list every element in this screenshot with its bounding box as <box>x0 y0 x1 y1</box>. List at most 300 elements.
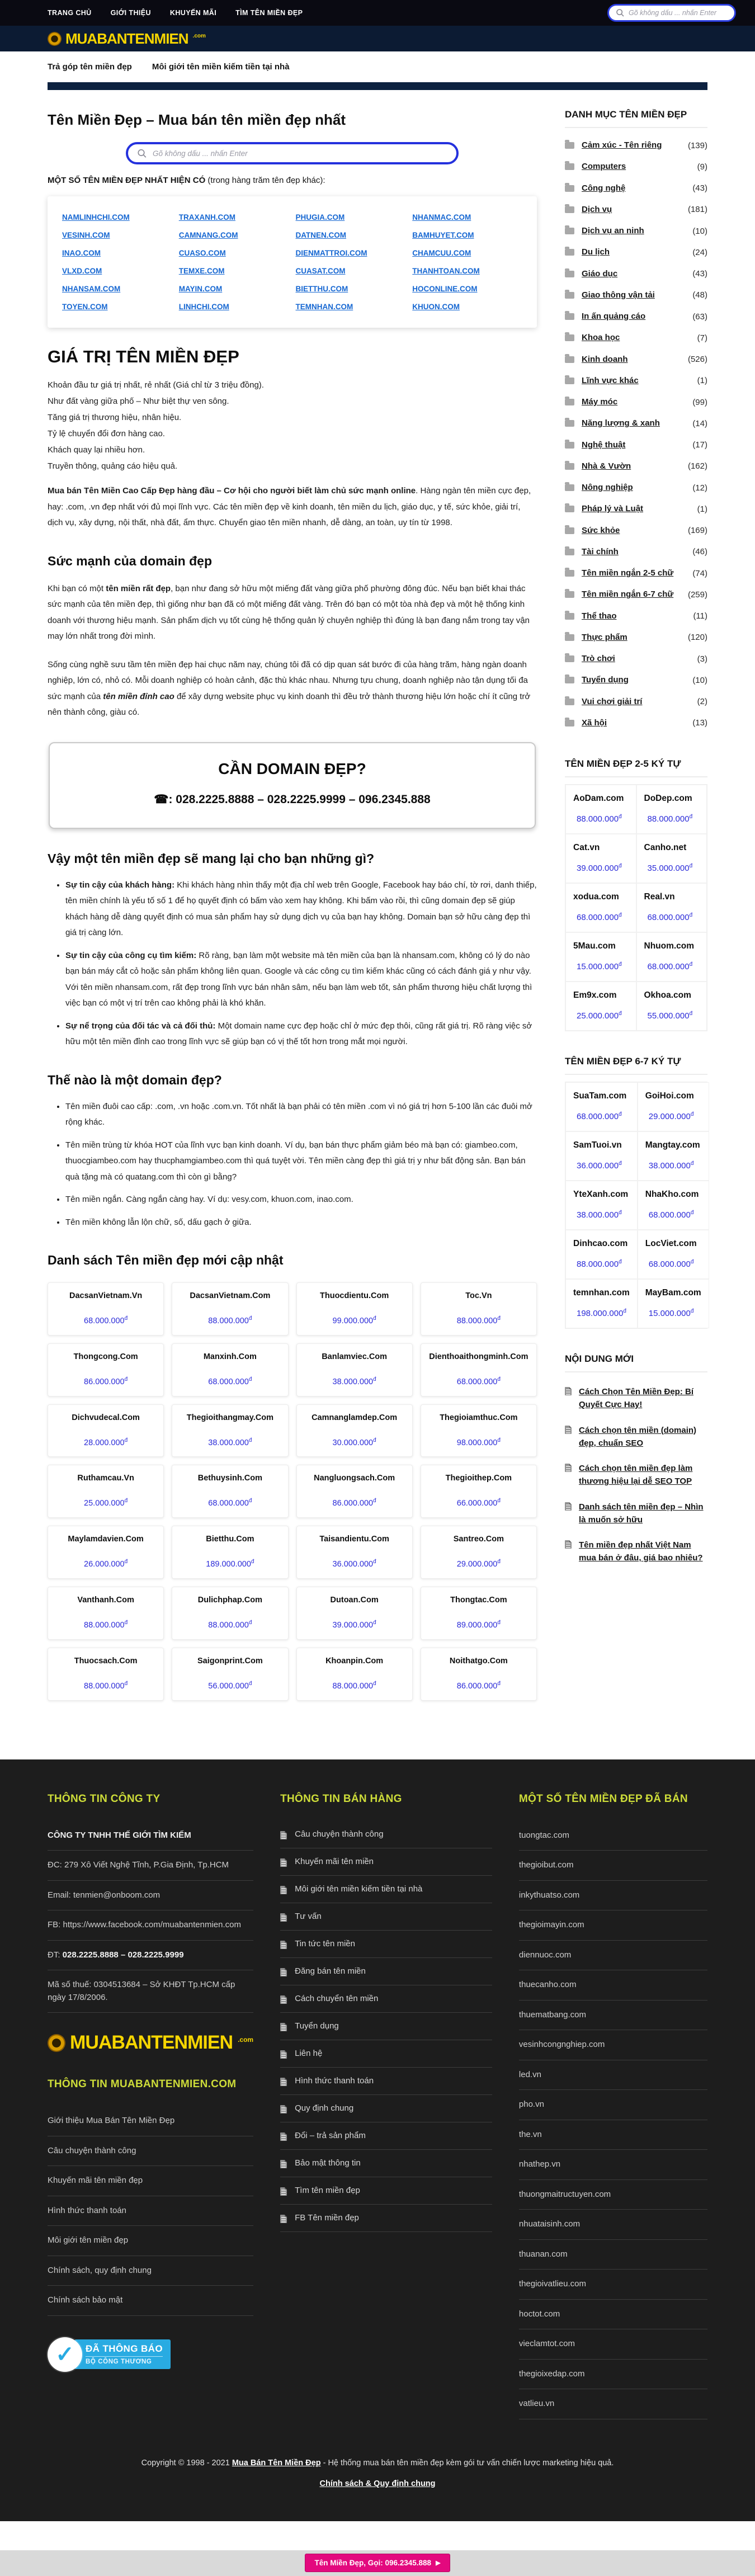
site-logo[interactable] <box>48 30 206 48</box>
category-count: (120) <box>687 633 707 643</box>
price-cell-name: temnhan.com <box>573 1288 630 1298</box>
price-cell[interactable] <box>638 1181 709 1230</box>
price-cell-name: GoiHoi.com <box>645 1091 694 1101</box>
need-domain-phones: ☎: 028.2225.8888 – 028.2225.9999 – 096.2345.888 <box>154 792 431 806</box>
featured-domain-link[interactable]: HOCONLINE.COM <box>412 285 478 293</box>
arrow-icon: ▶ <box>436 2560 441 2567</box>
folder-icon <box>565 313 574 320</box>
value-line: Như đất vàng giữa phố – Như biệt thự ven sông. <box>48 397 229 406</box>
domain-card-name: Nangluongsach.Com <box>314 1474 395 1483</box>
news-item <box>565 1532 707 1571</box>
top-nav-link[interactable]: TÌM TÊN MIỀN ĐẸP <box>235 9 303 17</box>
category-link[interactable]: Nông nghiệp <box>582 483 633 492</box>
category-count: (12) <box>692 483 707 493</box>
footer-sales-link[interactable]: Tin tức tên miền <box>295 1939 355 1949</box>
news-link[interactable]: Danh sách tên miền đẹp – Nhìn là muốn sở hữu <box>579 1502 704 1525</box>
category-link[interactable]: Lĩnh vực khác <box>582 375 639 385</box>
footer-sales-link[interactable]: FB Tên miền đẹp <box>295 2213 359 2223</box>
footer-sales-link-row <box>280 1985 492 2013</box>
category-link[interactable]: Sức khỏe <box>582 525 620 535</box>
featured-note-rest: (trong hàng trăm tên đẹp khác): <box>205 176 325 185</box>
category-link[interactable]: Du lịch <box>582 247 610 257</box>
footer-sales-link[interactable]: Cách chuyển tên miền <box>295 1994 379 2004</box>
news-item <box>565 1418 707 1456</box>
domain-card[interactable] <box>421 1282 537 1336</box>
value-line: Khách quay lại nhiều hơn. <box>48 445 145 455</box>
footer-site-link-row <box>48 2136 253 2167</box>
category-link[interactable]: Vui chơi giải trí <box>582 696 643 706</box>
badge-body <box>74 2339 171 2369</box>
price-cell-price: $25.000.000^đ$ <box>577 1011 622 1021</box>
footer <box>0 1759 755 2521</box>
value-line: Khoản đầu tư giá trị nhất, rẻ nhất (Giá chỉ từ 3 triệu đồng). <box>48 380 264 390</box>
copyright-link[interactable]: Mua Bán Tên Miền Đẹp <box>232 2458 321 2468</box>
top-search-input[interactable] <box>629 9 728 17</box>
domain-card[interactable] <box>48 1404 164 1457</box>
category-count: (259) <box>687 589 707 600</box>
bottom-white-strip <box>0 2521 755 2550</box>
benefit-lead: Sự tin cậy của khách hàng: <box>65 880 175 890</box>
category-count: (1) <box>697 376 707 386</box>
domain-card[interactable] <box>48 1343 164 1396</box>
price-cell-price: $55.000.000^đ$ <box>647 1011 693 1021</box>
domain-card[interactable] <box>48 1648 164 1701</box>
category-row <box>565 327 707 348</box>
domain-card[interactable] <box>421 1465 537 1518</box>
price-cell-price: $15.000.000^đ$ <box>648 1308 694 1318</box>
price-cell-price: $39.000.000^đ$ <box>577 863 622 873</box>
domain-card[interactable] <box>48 1282 164 1336</box>
domain-card-price: $66.000.000^đ$ <box>456 1498 501 1508</box>
featured-domain-link[interactable]: INAO.COM <box>62 249 101 257</box>
footer-site-link[interactable]: Hình thức thanh toán <box>48 2205 126 2215</box>
top-nav-link[interactable]: TRANG CHỦ <box>48 9 92 17</box>
footer-sales-link[interactable]: Quy định chung <box>295 2103 354 2113</box>
featured-domain-link[interactable]: DATNEN.COM <box>295 231 346 239</box>
price-cell[interactable] <box>565 982 636 1031</box>
section-title-value: GIÁ TRỊ TÊN MIỀN ĐẸP <box>48 347 239 366</box>
main-layout <box>0 90 755 1737</box>
domain-card-price: $26.000.000^đ$ <box>84 1559 128 1569</box>
domain-card-price: $88.000.000^đ$ <box>84 1680 128 1691</box>
folder-icon <box>565 142 574 149</box>
category-count: (526) <box>687 355 707 365</box>
category-link[interactable]: Tên miền ngắn 2-5 chữ <box>582 568 674 578</box>
featured-domain-link[interactable]: TRAXANH.COM <box>178 213 235 221</box>
featured-domain-link[interactable]: NHANMAC.COM <box>412 213 471 221</box>
categories-title: DANH MỤC TÊN MIỀN ĐẸP <box>565 109 687 120</box>
domain-card[interactable] <box>296 1648 413 1701</box>
folder-icon <box>565 249 574 256</box>
domain-card[interactable] <box>172 1526 288 1579</box>
sold-domain-row: thuecanho.com <box>519 1970 707 2001</box>
document-icon <box>280 2132 287 2141</box>
price-cell-name: MayBam.com <box>645 1288 701 1298</box>
price-cell[interactable] <box>636 883 707 932</box>
company-address: ĐC: 279 Xô Viết Nghệ Tĩnh, P.Gia Định, Tp.HCM <box>48 1851 253 1881</box>
domain-card-price: $86.000.000^đ$ <box>332 1498 376 1508</box>
price-cell[interactable] <box>636 932 707 982</box>
price-cell[interactable] <box>565 785 636 834</box>
document-icon <box>280 2105 287 2113</box>
category-link[interactable]: Xã hội <box>582 718 607 728</box>
category-link[interactable]: Khoa học <box>582 333 620 343</box>
benefit-item <box>65 1018 537 1050</box>
featured-domain-link[interactable]: BAMHUYET.COM <box>412 231 474 239</box>
domain-card-price: $68.000.000^đ$ <box>456 1376 501 1386</box>
category-row <box>565 370 707 391</box>
domain-card[interactable] <box>172 1465 288 1518</box>
domain-card[interactable] <box>296 1343 413 1396</box>
category-link[interactable]: In ấn quảng cáo <box>582 312 646 321</box>
price-cell[interactable] <box>638 1279 709 1328</box>
sold-domain-row: thegioixedap.com <box>519 2360 707 2390</box>
domain-card[interactable] <box>172 1587 288 1640</box>
domain-card-name: Dichvudecal.Com <box>72 1413 140 1422</box>
footer-site-link[interactable]: Chính sách bảo mật <box>48 2295 123 2305</box>
price-cell[interactable] <box>565 932 636 982</box>
category-link[interactable]: Tuyển dụng <box>582 675 629 685</box>
domain-card-price: $88.000.000^đ$ <box>84 1620 128 1630</box>
category-row <box>565 627 707 648</box>
price-cell[interactable] <box>638 1082 709 1131</box>
featured-note-strong: MỘT SỐ TÊN MIỀN ĐẸP NHẤT HIỆN CÓ <box>48 176 206 185</box>
domain-card-name: Noithatgo.Com <box>449 1656 508 1666</box>
price-cell-name: AoDam.com <box>573 794 624 803</box>
category-link[interactable]: Thực phẩm <box>582 632 627 642</box>
domain-search-input[interactable] <box>153 149 447 158</box>
featured-domains-card <box>48 196 537 328</box>
category-link[interactable]: Trò chơi <box>582 654 615 663</box>
category-link[interactable]: Giáo dục <box>582 268 618 279</box>
featured-domain-link[interactable]: KHUON.COM <box>412 303 460 311</box>
footer-site-link[interactable]: Giới thiệu Mua Bán Tên Miền Đẹp <box>48 2116 175 2126</box>
featured-domain-link[interactable]: PHUGIA.COM <box>295 213 345 221</box>
price-cell-price: $68.000.000^đ$ <box>648 1259 694 1269</box>
category-count: (1) <box>697 504 707 514</box>
logo-tld: .com <box>238 2036 254 2044</box>
price-cell[interactable] <box>636 982 707 1031</box>
footer-sales-link[interactable]: Tuyển dụng <box>295 2021 339 2031</box>
category-row <box>565 669 707 691</box>
sidebar-news <box>565 1353 707 1571</box>
sales-title: THÔNG TIN BÁN HÀNG <box>280 1792 402 1805</box>
folder-icon <box>565 163 574 170</box>
copyright-post: - Hệ thống mua bán tên miền đẹp kèm gói tư vấn chiến lược marketing hiệu quả. <box>320 2458 614 2468</box>
top-nav <box>48 9 303 17</box>
category-link[interactable]: Kinh doanh <box>582 354 628 364</box>
check-icon: ✓ <box>48 2337 82 2372</box>
footer-sales-link[interactable]: Đăng bán tên miền <box>295 1966 366 1976</box>
domain-card-name: Thegioiamthuc.Com <box>440 1413 518 1422</box>
price-cell[interactable] <box>565 1131 638 1181</box>
domain-card-name: DacsanVietnam.Com <box>190 1291 271 1300</box>
news-link[interactable]: Cách Chọn Tên Miền Đẹp: Bí Quyết Cực Hay! <box>579 1387 694 1410</box>
document-icon <box>280 2023 287 2031</box>
footer-sales-link-row <box>280 2013 492 2040</box>
price-cell-price: $36.000.000^đ$ <box>577 1160 622 1171</box>
criteria-item: • Tên miền không lẫn lộn chữ, số, dấu gạch ở giữa. <box>65 1215 537 1231</box>
folder-icon <box>565 292 574 299</box>
category-link[interactable]: Giao thông vận tải <box>582 290 655 300</box>
category-link[interactable]: Cảm xúc - Tên riêng <box>582 140 662 150</box>
page-title: Tên Miền Đẹp – Mua bán tên miền đẹp nhất <box>48 111 346 128</box>
footer-sales-link[interactable]: Khuyến mãi tên miền <box>295 1857 374 1867</box>
domain-card[interactable] <box>421 1648 537 1701</box>
folder-icon <box>565 613 574 620</box>
policy-link[interactable]: Chính sách & Quy định chung <box>319 2479 436 2488</box>
domain-card-price: $30.000.000^đ$ <box>332 1437 376 1447</box>
domain-card[interactable] <box>421 1587 537 1640</box>
category-count: (2) <box>697 697 707 707</box>
price-cell[interactable] <box>565 834 636 883</box>
category-link[interactable]: Tài chính <box>582 546 619 556</box>
domain-card-name: Camnanglamdep.Com <box>312 1413 398 1422</box>
featured-domain-link[interactable]: THANHTOAN.COM <box>412 267 480 275</box>
news-title: NỘI DUNG MỚI <box>565 1353 634 1364</box>
p2-strong: tên miền đỉnh cao <box>103 691 174 701</box>
call-button-label: Tên Miền Đẹp, Gọi: 096.2345.888 <box>314 2559 432 2568</box>
price-cell-price: $68.000.000^đ$ <box>577 1111 622 1121</box>
featured-domain-link[interactable]: TEMXE.COM <box>178 267 225 275</box>
footer-site-link[interactable]: Khuyến mãi tên miền đẹp <box>48 2176 143 2186</box>
featured-domain-link[interactable]: LINHCHI.COM <box>178 303 229 311</box>
top-search[interactable] <box>607 4 736 22</box>
footer-logo[interactable] <box>48 2032 253 2054</box>
footer-sales-link-row <box>280 1848 492 1876</box>
sold-domain-row: vieclamtot.com <box>519 2329 707 2360</box>
folder-icon <box>565 185 574 192</box>
sub-nav-link[interactable]: Môi giới tên miền kiếm tiền tại nhà <box>152 62 290 72</box>
domain-card-name: Thegioithangmay.Com <box>186 1413 273 1422</box>
featured-domain-link[interactable]: VESINH.COM <box>62 231 110 239</box>
sold-domain-row: diennuoc.com <box>519 1941 707 1971</box>
footer-sales-link[interactable]: Môi giới tên miền kiếm tiền tại nhà <box>295 1884 423 1894</box>
category-count: (48) <box>692 290 707 300</box>
category-link[interactable]: Năng lượng & xanh <box>582 418 660 428</box>
top-nav-link[interactable]: GIỚI THIỆU <box>110 9 151 17</box>
domain-card[interactable] <box>421 1526 537 1579</box>
footer-site-link-row <box>48 2196 253 2226</box>
domain-card[interactable] <box>296 1404 413 1457</box>
domain-card-name: Toc.Vn <box>465 1291 492 1300</box>
domain-card-price: $88.000.000^đ$ <box>332 1680 376 1691</box>
divider <box>565 776 707 777</box>
domain-card[interactable] <box>172 1648 288 1701</box>
logo-circle-icon <box>48 32 62 46</box>
badge-line2: BỘ CÔNG THƯƠNG <box>86 2356 163 2365</box>
domain-card[interactable] <box>296 1282 413 1336</box>
featured-domain-link[interactable]: NAMLINHCHI.COM <box>62 213 130 221</box>
sold-domain-row: vatlieu.vn <box>519 2389 707 2419</box>
footer-site-link[interactable]: Chính sách, quy định chung <box>48 2265 152 2275</box>
footer-sales-link[interactable]: Tìm tên miền đẹp <box>295 2186 360 2196</box>
document-icon <box>280 2050 287 2059</box>
featured-domain-link[interactable]: CUASAT.COM <box>295 267 346 275</box>
sold-domain-row: nhuataisinh.com <box>519 2210 707 2240</box>
domain-card[interactable] <box>172 1343 288 1396</box>
sidebar-categories <box>565 109 707 734</box>
sold-domain-row: the.vn <box>519 2120 707 2150</box>
footer-sales-link[interactable]: Hình thức thanh toán <box>295 2076 374 2086</box>
domain-card[interactable] <box>421 1404 537 1457</box>
footer-sales-link-row <box>280 1821 492 1848</box>
domain-search[interactable] <box>126 142 459 164</box>
category-link[interactable]: Computers <box>582 162 626 172</box>
category-link[interactable]: Tên miền ngắn 6-7 chữ <box>582 589 674 600</box>
category-row <box>565 520 707 541</box>
domain-card[interactable] <box>296 1526 413 1579</box>
news-link[interactable]: Cách chọn tên miền đẹp làm thương hiệu lại dễ SEO TOP <box>579 1464 693 1487</box>
category-link[interactable]: Công nghệ <box>582 183 626 193</box>
featured-domain-link[interactable]: CUASO.COM <box>178 249 226 257</box>
p2-pre: Sống cùng nghề sưu tầm tên miền đẹp hai chục năm nay, chúng tôi đã có dịp quan sát bước đi của hàng trăm, hàng ngàn doanh nghiệp, lớn có, nhỏ có. Mỗi doanh nghiệp có hoàn cảnh, đặc thù khác nhau. Nhưng tựu chung, doanh nghiệp nào tận dụng tối đa sức mạnh của <box>48 659 528 701</box>
footer-site-link[interactable]: Môi giới tên miền đẹp <box>48 2235 129 2245</box>
price-cell[interactable] <box>636 834 707 883</box>
domain-card-name: DacsanVietnam.Vn <box>69 1291 143 1300</box>
call-button[interactable] <box>305 2554 450 2572</box>
featured-domain-link[interactable]: CAMNANG.COM <box>178 231 238 239</box>
site-info-title: THÔNG TIN MUABANTENMIEN.COM <box>48 2078 237 2091</box>
value-paragraph <box>48 483 537 531</box>
featured-domain-link[interactable]: TEMNHAN.COM <box>295 303 353 311</box>
domain-card[interactable] <box>421 1343 537 1396</box>
footer-site-link[interactable]: Câu chuyện thành công <box>48 2145 136 2155</box>
domain-card-name: Taisandientu.Com <box>319 1535 389 1544</box>
gov-registered-badge[interactable] <box>48 2337 253 2372</box>
category-count: (74) <box>692 568 707 578</box>
featured-domain-link[interactable]: BIETTHU.COM <box>295 285 348 293</box>
category-link[interactable]: Nghệ thuật <box>582 440 626 450</box>
category-link[interactable]: Máy móc <box>582 397 618 407</box>
footer-sales-link[interactable]: Đổi – trả sản phẩm <box>295 2131 366 2141</box>
document-icon <box>565 1426 572 1434</box>
price-cell[interactable] <box>565 1230 638 1279</box>
category-count: (3) <box>697 654 707 664</box>
benefit-text: Khi khách hàng nhìn thấy một địa chỉ web trên Google, Facebook hay báo chí, tờ rơi, danh thiếp, tên miền chính là yếu tố số 1 để họ quyết định có bấm vào xem hay không. Khi bấm vào rồi, thì cũng domain đẹp sẽ giúp khách hàng dễ dàng quyết định có mua sản phẩm hay sử dụng dịch vụ của bạn hay không. Domain bạn sở hữu càng đẹp thì giá trị càng lớn. <box>65 880 537 937</box>
domain-card-price: $88.000.000^đ$ <box>208 1620 252 1630</box>
price-cell[interactable] <box>638 1131 709 1181</box>
news-link[interactable]: Tên miền đẹp nhất Việt Nam mua bán ở đâu, giá bao nhiêu? <box>579 1540 703 1563</box>
category-count: (169) <box>687 526 707 536</box>
price-cell[interactable] <box>638 1230 709 1279</box>
document-icon <box>280 1995 287 2004</box>
sold-domain-row: nhathep.vn <box>519 2150 707 2180</box>
footer-sales-column <box>280 1793 492 2232</box>
domain-card-name: Dutoan.Com <box>330 1596 379 1605</box>
document-icon <box>280 2215 287 2223</box>
sold-domain-row: thuongmaitructuyen.com <box>519 2180 707 2210</box>
category-link[interactable]: Dịch vụ an ninh <box>582 226 644 235</box>
top-nav-link[interactable]: KHUYẾN MÃI <box>169 9 217 17</box>
need-domain-box <box>49 742 536 829</box>
domain-card-name: Manxinh.Com <box>203 1352 257 1361</box>
domain-card-price: $29.000.000^đ$ <box>456 1559 501 1569</box>
domain-card[interactable] <box>172 1282 288 1336</box>
top-bar <box>0 0 755 26</box>
folder-icon <box>565 334 574 341</box>
domain-card-price: $39.000.000^đ$ <box>332 1620 376 1630</box>
category-row <box>565 349 707 370</box>
featured-domain-link[interactable]: TOYEN.COM <box>62 303 108 311</box>
price-cell-price: $35.000.000^đ$ <box>647 863 693 873</box>
footer-sales-link-row <box>280 2068 492 2095</box>
folder-icon <box>565 399 574 405</box>
price-cell[interactable] <box>565 1082 638 1131</box>
document-icon <box>280 2078 287 2086</box>
domain-card[interactable] <box>48 1526 164 1579</box>
criteria-list <box>48 1099 537 1231</box>
document-icon <box>280 1858 287 1867</box>
footer-company-column <box>48 1793 253 2372</box>
p1-post: , bạn như đang sở hữu một miếng đất vàng giữa phố phường đông đúc. Nếu bạn biết khai thác sức mạnh của tên miền đẹp, thì giống như bạn đã có một miếng đất vàng. Trên đó bạn có một tòa nhà đẹp và một hệ thống kinh doanh với thương hiệu mạnh. Sản phẩm dịch vụ tốt cùng hệ thống quản lý chuyên nghiệp thì đúng là bạn đang nắm trong tay vận may lớn nhất trong đời mình. <box>48 583 530 641</box>
sub-nav-link[interactable]: Trả góp tên miền đẹp <box>48 62 132 72</box>
sidebar <box>565 107 707 1706</box>
footer-sales-link[interactable]: Liên hệ <box>295 2049 323 2059</box>
domain-card-price: $98.000.000^đ$ <box>456 1437 501 1447</box>
footer-sales-link-row <box>280 2122 492 2150</box>
domain-card-name: Thegioithep.Com <box>445 1474 512 1483</box>
news-link[interactable]: Cách chọn tên miền (domain) đẹp, chuẩn SEO <box>579 1425 697 1448</box>
category-link[interactable]: Dịch vụ <box>582 204 612 214</box>
domain-card-name: Bethuysinh.Com <box>197 1474 262 1483</box>
document-icon <box>280 2187 287 2196</box>
category-link[interactable]: Thể thao <box>582 611 617 621</box>
price-cell[interactable] <box>636 785 707 834</box>
domain-card-name: Vanthanh.Com <box>77 1596 134 1605</box>
featured-domain-link[interactable]: CHAMCUU.COM <box>412 249 471 257</box>
domain-card[interactable] <box>296 1465 413 1518</box>
footer-sales-link[interactable]: Bảo mật thông tin <box>295 2158 361 2168</box>
domain-card[interactable] <box>48 1465 164 1518</box>
folder-icon <box>565 442 574 449</box>
folder-icon <box>565 356 574 363</box>
category-count: (13) <box>692 718 707 728</box>
logo-circle-icon <box>48 2034 65 2052</box>
price-cell-name: NhaKho.com <box>645 1190 699 1199</box>
price-cell-name: xodua.com <box>573 892 619 902</box>
featured-domain-link[interactable]: MAYIN.COM <box>178 285 223 293</box>
category-row <box>565 306 707 327</box>
domain-card[interactable] <box>48 1587 164 1640</box>
price-cell-price: $198.000.000^đ$ <box>577 1308 626 1318</box>
document-icon <box>565 1502 572 1511</box>
featured-domain-link[interactable]: VLXD.COM <box>62 267 102 275</box>
price-cell-name: Okhoa.com <box>644 990 691 1000</box>
footer-site-link-row <box>48 2166 253 2196</box>
featured-domain-link[interactable]: NHANSAM.COM <box>62 285 121 293</box>
category-link[interactable]: Pháp lý và Luật <box>582 504 644 514</box>
domain-card-price: $99.000.000^đ$ <box>332 1315 376 1325</box>
featured-domain-link[interactable]: DIENMATTROI.COM <box>295 249 367 257</box>
category-link[interactable]: Nhà & Vườn <box>582 461 631 471</box>
price-cell[interactable] <box>565 1181 638 1230</box>
domain-card[interactable] <box>172 1404 288 1457</box>
document-icon <box>565 1387 572 1395</box>
benefit-text: Rõ ràng, bạn làm một website mà tên miền của bạn là nhansam.com, không có lý do nào bạn bán máy cắt cỏ hoặc sản phẩm không liên quan. Google và các công cụ tìm kiếm khác cũng có cách đánh giá y như vậy. Với tên miền nhansam.com, rất đẹp trong lĩnh vực bán nhân sâm, nếu bạn làm web tốt, sản phẩm thương hiệu chất lượng thì việc bạn có một vị trí trên cao không phải là khó khăn. <box>65 950 532 1008</box>
footer-sales-link[interactable]: Câu chuyện thành công <box>295 1829 384 1839</box>
price-cell[interactable] <box>565 883 636 932</box>
domain-card[interactable] <box>296 1587 413 1640</box>
domain-card-price: $88.000.000^đ$ <box>208 1315 252 1325</box>
value-paragraph-strong: Mua bán Tên Miền Cao Cấp Đẹp hàng đầu – Cơ hội cho người biết làm chủ sức mạnh online <box>48 486 416 496</box>
folder-icon <box>565 378 574 384</box>
domain-card-price: $189.000.000^đ$ <box>206 1559 254 1569</box>
company-phone: ĐT: 028.2225.8888 – 028.2225.9999 <box>48 1941 253 1971</box>
footer-sales-link[interactable]: Tư vấn <box>295 1912 322 1922</box>
price-cell[interactable] <box>565 1279 638 1328</box>
category-count: (43) <box>692 269 707 279</box>
